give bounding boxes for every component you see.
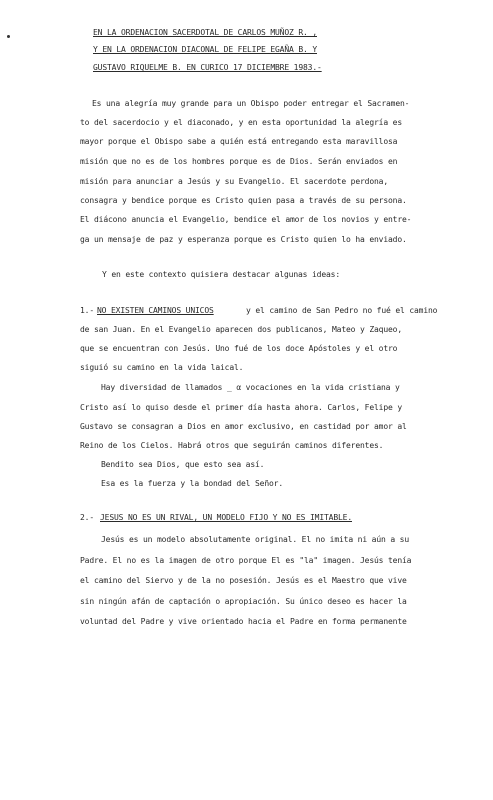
intro-line-5: misión para anunciar a Jesús y su Evangelio. El sacerdote perdona, — [80, 177, 388, 186]
section-1-number: 1.- — [80, 306, 94, 315]
section-1-para2-line-2: Cristo así lo quiso desde el primer día hasta ahora. Carlos, Felipe y — [80, 403, 402, 412]
section-1-line-1: y el camino de San Pedro no fué el camino — [246, 306, 438, 315]
section-1-heading: NO EXISTEN CAMINOS UNICOS — [97, 306, 214, 315]
section-2-heading: JESUS NO ES UN RIVAL, UN MODELO FIJO Y NO ES IMITABLE. — [100, 513, 352, 522]
section-2-line-2: Padre. El no es la imagen de otro porque El es "la" imagen. Jesús tenía — [80, 556, 412, 565]
section-2-number: 2.- — [80, 513, 94, 522]
intro-line-1: Es una alegría muy grande para un Obispo poder entregar el Sacramen- — [92, 99, 410, 108]
section-1-line-3: que se encuentran con Jesús. Uno fué de los doce Apóstoles y el otro — [80, 344, 398, 353]
section-1-closing-line-1: Bendito sea Dios, que esto sea así. — [101, 460, 265, 469]
title-line-1: EN LA ORDENACION SACERDOTAL DE CARLOS MUÑOZ R. , — [93, 28, 317, 37]
section-1-line-4: siguió su camino en la vida laical. — [80, 363, 244, 372]
section-2-line-4: sin ningún afán de captación o apropiación. Su único deseo es hacer la — [80, 597, 407, 606]
section-2-line-3: el camino del Siervo y de la no posesión. Jesús es el Maestro que vive — [80, 576, 407, 585]
title-line-2: Y EN LA ORDENACION DIACONAL DE FELIPE EGAÑA B. Y — [93, 45, 317, 54]
intro-line-8: ga un mensaje de paz y esperanza porque es Cristo quien lo ha enviado. — [80, 235, 407, 244]
intro-line-4: misión que no es de los hombres porque es de Dios. Serán enviados en — [80, 157, 398, 166]
intro-line-6: consagra y bendice porque es Cristo quien pasa a través de su persona. — [80, 196, 407, 205]
section-1-para2-line-3: Gustavo se consagran a Dios en amor exclusivo, en castidad por amor al — [80, 422, 407, 431]
section-2-line-5: voluntad del Padre y vive orientado hacia el Padre en forma permanente — [80, 617, 407, 626]
section-2-line-1: Jesús es un modelo absolutamente original. El no imita ni aún a su — [101, 535, 409, 544]
intro-line-7: El diácono anuncia el Evangelio, bendice el amor de los novios y entre- — [80, 215, 412, 224]
title-line-3: GUSTAVO RIQUELME B. EN CURICO 17 DICIEMBRE 1983.- — [93, 63, 322, 72]
section-1-para2-line-1: Hay diversidad de llamados _ α vocaciones en la vida cristiana y — [101, 383, 400, 392]
section-1-para2-line-4: Reino de los Cielos. Habrá otros que seguirán caminos diferentes. — [80, 441, 384, 450]
intro-line-3: mayor porque el Obispo sabe a quién está entregando esta maravillosa — [80, 137, 398, 146]
section-1-line-2: de san Juan. En el Evangelio aparecen dos publicanos, Mateo y Zaqueo, — [80, 325, 402, 334]
section-1-closing-line-2: Esa es la fuerza y la bondad del Señor. — [101, 479, 283, 488]
intro-line-2: to del sacerdocio y el diaconado, y en esta oportunidad la alegría es — [80, 118, 402, 127]
context-line: Y en este contexto quisiera destacar algunas ideas: — [102, 270, 340, 279]
margin-dot — [7, 35, 10, 38]
